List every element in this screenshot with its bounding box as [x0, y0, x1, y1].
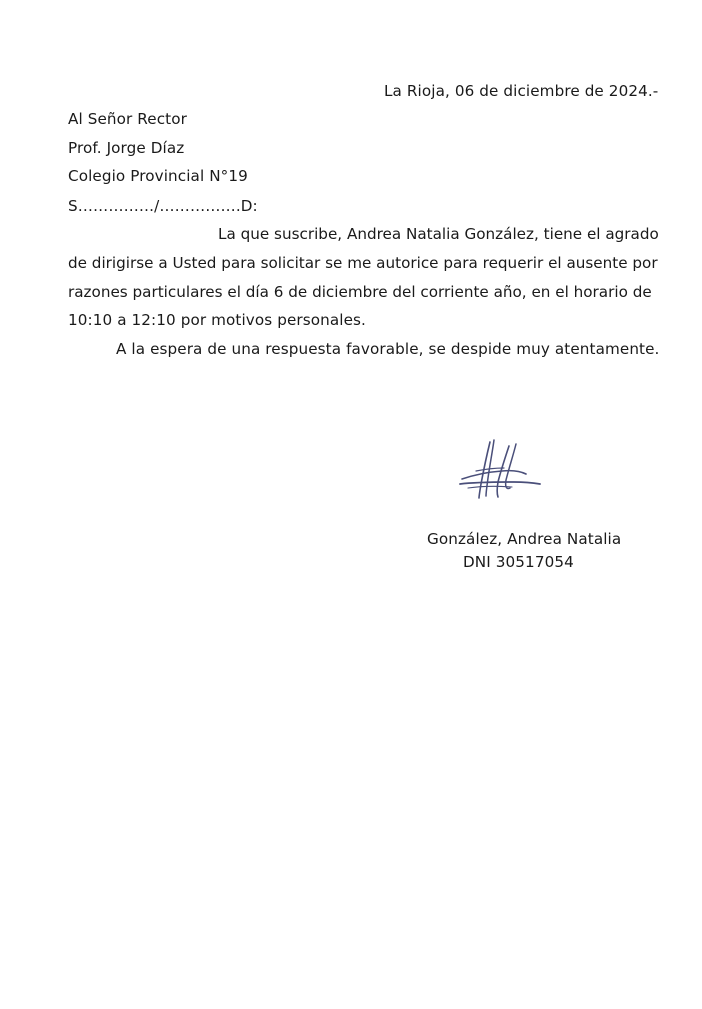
recipient-salutation: S……………/…………….D:: [68, 197, 258, 215]
body-paragraph-1-line-1: La que suscribe, Andrea Natalia González, tiene el agrado: [218, 225, 659, 243]
body-paragraph-1-line-4: 10:10 a 12:10 por motivos personales.: [68, 311, 366, 329]
body-paragraph-1-line-2: de dirigirse a Usted para solicitar se me autorice para requerir el ausente por: [68, 254, 658, 272]
signer-dni: DNI 30517054: [463, 553, 574, 571]
recipient-institution: Colegio Provincial N°19: [68, 167, 248, 185]
closing-paragraph: A la espera de una respuesta favorable, se despide muy atentamente.: [116, 340, 660, 358]
recipient-name: Prof. Jorge Díaz: [68, 139, 185, 157]
signer-name: González, Andrea Natalia: [427, 530, 622, 548]
body-paragraph-1-line-3: razones particulares el día 6 de diciembre del corriente año, en el horario de: [68, 283, 652, 301]
recipient-title: Al Señor Rector: [68, 110, 187, 128]
date-line: La Rioja, 06 de diciembre de 2024.-: [384, 82, 659, 100]
handwritten-signature: [454, 434, 546, 502]
